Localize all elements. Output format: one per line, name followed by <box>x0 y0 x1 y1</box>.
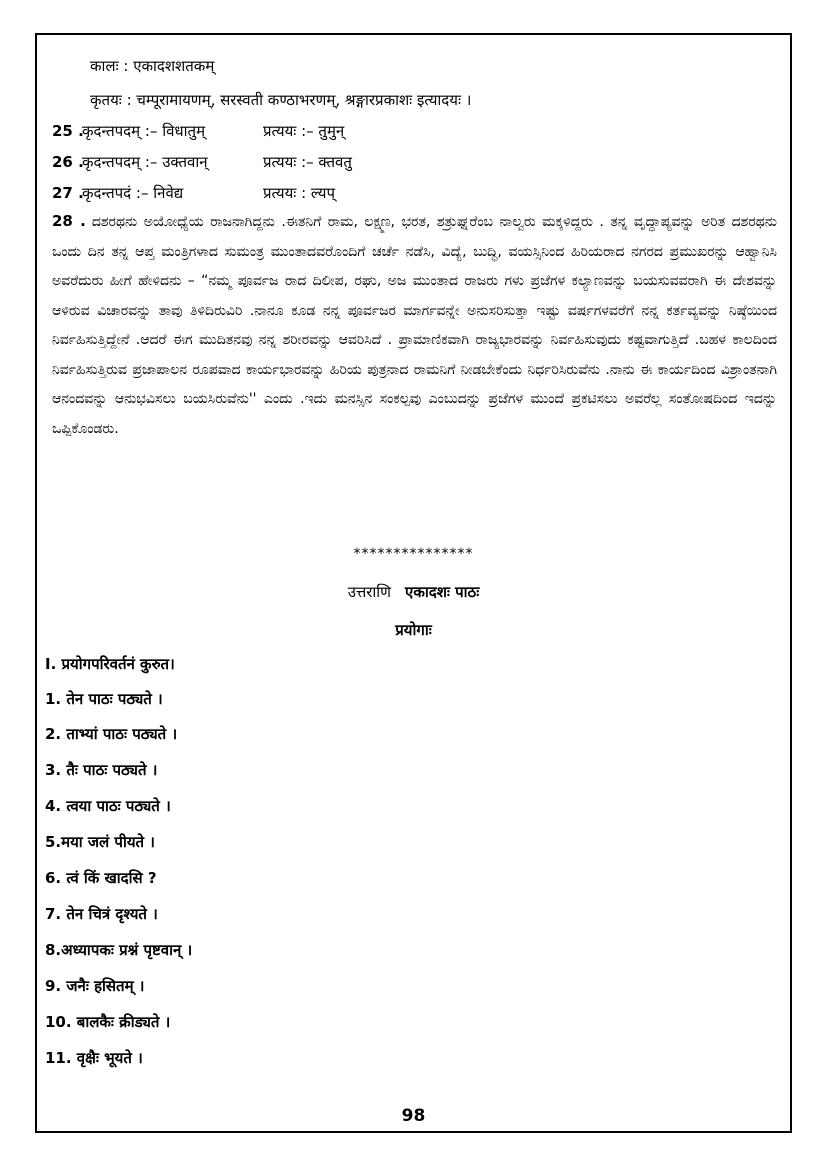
exercise-heading: I. प्रयोगपरिवर्तनं कुरुत। <box>45 655 175 673</box>
exercise-item: 7. तेन चित्रं दृश्यते । <box>45 905 158 923</box>
exercise-item: 11. वृक्षैः भूयते । <box>45 1049 143 1067</box>
question-number: 26 . <box>52 153 84 171</box>
pratyaya: प्रत्ययः :– क्तवतु <box>263 153 352 171</box>
prayoga-heading: प्रयोगाः <box>395 621 432 639</box>
kala-line: कालः : एकादशशतकम् <box>90 57 215 75</box>
exercise-item: 9. जनैः हसितम् । <box>45 977 145 995</box>
answers-label: उत्तराणि <box>347 583 392 601</box>
krdanta-pada: कृदन्तपदं :– निवेद्य <box>82 184 184 202</box>
krdanta-pada: कृदन्तपदम् :– विधातुम् <box>82 122 206 140</box>
exercise-item: 1. तेन पाठः पठ्यते । <box>45 690 163 708</box>
lesson-label: एकादशः पाठः <box>405 583 480 601</box>
question-number: 28 . <box>52 212 86 230</box>
krdanta-pada: कृदन्तपदम् :– उक्तवान् <box>82 153 208 171</box>
exercise-item: 10. बालकैः क्रीड्यते । <box>45 1013 171 1031</box>
answers-title <box>0 582 827 602</box>
exercise-item: 2. ताभ्यां पाठः पठ्यते । <box>45 725 178 743</box>
kritaya-line: कृतयः : चम्पूरामायणम्, सरस्वती कण्ठाभरणम्, श्रङ्गारप्रकाशः इत्यादयः । <box>90 91 472 109</box>
exercise-item: 4. त्वया पाठः पठ्यते । <box>45 797 171 815</box>
exercise-item: 3. तैः पाठः पठ्यते । <box>45 761 158 779</box>
question-number: 27 . <box>52 184 84 202</box>
exercise-item: 8.अध्यापकः प्रश्नं पृष्टवान् । <box>45 941 193 959</box>
exercise-item: 6. त्वं किं खादसि ? <box>45 869 157 887</box>
question-number: 25 . <box>52 122 84 140</box>
exercise-item: 5.मया जलं पीयते । <box>45 833 155 851</box>
question-28-paragraph <box>52 207 777 444</box>
page-number: 98 <box>401 1106 426 1126</box>
kannada-translation: ದಶರಥನು ಅಯೋಧ್ಯೆಯ ರಾಜನಾಗಿದ್ದನು .ಈತನಿಗೆ ರಾಮ, ಲಕ್ಷ್ಮಣ, ಭರತ, ಶತ್ರುಘ್ನರೆಂಬ ನಾಲ್ವರು ಮಕ್ಕಳಿದ್ದರು . ತನ್ನ ವೃದ್ಧಾಪ್ಯವನ್ನು ಅರಿತ ದಶರಥನು ಒಂದು ದಿನ ತನ್ನ ಆಪ್ತ ಮಂತ್ರಿಗಳಾದ ಸುಮಂತ್ರ ಮುಂತಾದವರೊಂದಿಗೆ ಚರ್ಚೆ ನಡೆಸಿ, ವಿದ್ಯೆ, ಬುದ್ಧಿ, ವಯಸ್ಸಿನಿಂದ ಹಿರಿಯರಾದ ನಗರದ ಪ್ರಮುಖರನ್ನು ಆಹ್ವಾನಿಸಿ ಅವರೆದುರು ಹೀಗೆ ಹೇಳಿದನು – “ನಮ್ಮ ಪೂರ್ವಜ ರಾದ ದಿಲೀಪ, ರಘು, ಅಜ ಮುಂತಾದ ರಾಜರು ಗಳು ಪ್ರಜೆಗಳ ಕಲ್ಯಾಣವನ್ನು ಬಯಸುವವರಾಗಿ ಈ ದೇಶವನ್ನು ಆಳಿರುವ ವಿಚಾರವನ್ನು ತಾವು ತಿಳಿದಿರುವಿರಿ .ನಾನೂ ಕೂಡ ನನ್ನ ಪೂರ್ವಜರ ಮಾರ್ಗವನ್ನೇ ಅನುಸರಿಸುತ್ತಾ ಇಷ್ಟು ವರ್ಷಗಳವರೆಗೆ ನನ್ನ ಕರ್ತವ್ಯವನ್ನು ನಿಷ್ಠೆಯಿಂದ ನಿರ್ವಹಿಸುತ್ತಿದ್ದೇನೆ .ಆದರೆ ಈಗ ಮುದಿತನವು ನನ್ನ ಶರೀರವನ್ನು ಆವರಿಸಿದೆ . ಪ್ರಾಮಾಣಿಕವಾಗಿ ರಾಜ್ಯಭಾರವನ್ನು ನಿರ್ವಹಿಸುವುದು ಕಷ್ಟವಾಗುತ್ತಿದೆ .ಬಹಳ ಕಾಲದಿಂದ ನಿರ್ವಹಿಸುತ್ತಿರುವ ಪ್ರಜಾಪಾಲನ ರೂಪವಾದ ಕಾರ್ಯಭಾರವನ್ನು ಹಿರಿಯ ಪುತ್ರನಾದ ರಾಮನಿಗೆ ನೀಡಬೇಕೆಂದು ನಿರ್ಧರಿಸಿರುವೆನು .ನಾನು ಈ ಕಾರ್ಯದಿಂದ ವಿಶ್ರಾಂತನಾಗಿ ಆನಂದವನ್ನು ಆನುಭವಿಸಲು ಬಯಸಿರುವೆನು'' ಎಂದು .ಇದು ಮನಸ್ಸಿನ ಸಂಕಲ್ಪವು ಎಂಬುದನ್ನು ಪ್ರಜೆಗಳ ಮುಂದೆ ಪ್ರಕಟಿಸಲು ಅವರೆಲ್ಲ ಸಂತೋಷದಿಂದ ಇದನ್ನು ಒಪ್ಪಿಕೊಂಡರು. <box>52 214 778 437</box>
separator: *************** <box>353 546 474 562</box>
pratyaya: प्रत्ययः :– तुमुन् <box>263 122 345 140</box>
pratyaya: प्रत्ययः : ल्यप् <box>263 184 335 202</box>
